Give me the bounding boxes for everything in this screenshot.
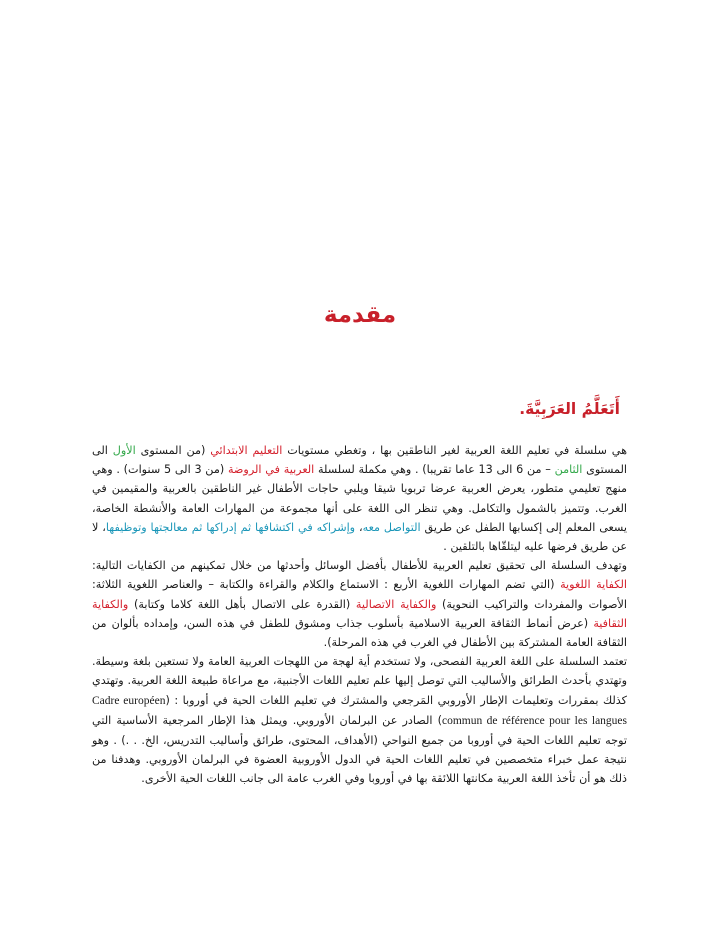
text-run: ، bbox=[355, 520, 363, 534]
text-run: ) الصادر عن البرلمان الأوروبي. ويمثل هذا الإطار المرجعية الأساسية التي توجه تعليم اللغات الحية في أوروبا من جميع النواحي (الأهداف، المحتوى، طرائق وأساليب التدريس، الخ. . .) . وهو نتيجة عمل خبراء متخصصين في تعليم اللغات الحية في الدول الأوروبية العضوة في البرلمان الأوروبي. وهدفنا من ذلك هو أن تأخذ اللغة العربية مكانتها اللائقة بها في أوروبا وفي الغرب عامة الى جانب اللغات الحية الأخرى. bbox=[92, 713, 627, 786]
highlight-communicative-competence: والكفاية الاتصالية bbox=[355, 597, 437, 611]
highlight-linguistic-competence: الكفاية اللغوية bbox=[560, 578, 627, 592]
text-run: الى المستوى bbox=[92, 444, 627, 477]
paragraph-series-description bbox=[92, 441, 627, 556]
text-run: – من 6 الى 13 عاما تقريبا) . وهي مكملة لسلسلة bbox=[314, 463, 555, 477]
series-name-text: أَتَعَلَّمُ العَرَبِيَّةَ bbox=[525, 400, 620, 418]
paragraph-competencies bbox=[92, 556, 627, 652]
text-run: هي سلسلة في تعليم اللغة العربية لغير الناطقين بها ، وتغطي مستويات bbox=[282, 444, 628, 457]
series-name-dot: . bbox=[519, 400, 526, 418]
text-run: (القدرة على الاتصال بأهل اللغة كلاما وكتابة) bbox=[128, 597, 356, 611]
paragraph-methodology bbox=[92, 652, 627, 788]
text-run: ، لا عن طريق فرضها عليه ليتلقّاها بالتلقين . bbox=[92, 520, 627, 554]
page-title: مقدمة bbox=[323, 302, 397, 328]
cefr-french-title: Cadre européen commun de référence pour les langues bbox=[92, 694, 627, 727]
text-run: (التي تضم المهارات اللغوية الأربع : الاستماع والكلام والقراءة والكتابة – والعناصر اللغوية الثلاثة: الأصوات والمفردات والتراكيب النحوية) bbox=[92, 578, 628, 611]
highlight-primary-education: التعليم الابتدائي bbox=[210, 444, 283, 457]
highlight-cultural-competence: والكفاية الثقافية bbox=[92, 597, 627, 630]
highlight-discovery: وإشراكه في اكتشافها ثم إدراكها ثم معالجتها وتوظيفها bbox=[105, 520, 356, 534]
series-name bbox=[519, 400, 620, 418]
highlight-eighth-level: الثامن bbox=[554, 463, 583, 477]
text-run: تعتمد السلسلة على اللغة العربية الفصحى، ولا تستخدم أية لهجة من اللهجات العربية العامة ولا تستعين بلغة وسيطة. وتهتدي بأحدث الطرائق والأساليب التي توصل إليها علم تعليم اللغات الأجنبية، مع مراعاة طبيعة اللغة العربية. وتهتدي كذلك بمقررات وتعليمات الإطار الأوروبي المَرجعي والمشترك في تعليم اللغات الحية في أوروبا : ( bbox=[92, 655, 627, 707]
highlight-communication: التواصل معه bbox=[362, 520, 421, 534]
highlight-kindergarten-series: العربية في الروضة bbox=[227, 463, 315, 477]
text-run: وتهدف السلسلة الى تحقيق تعليم العربية للأطفال بأفضل الوسائل وأحدثها من خلال تمكينهم من الكفايات التالية: bbox=[92, 559, 627, 573]
highlight-first-level: الأول bbox=[112, 444, 136, 457]
introduction-body bbox=[92, 441, 627, 789]
text-run: (عرض أنماط الثقافة العربية الاسلامية بأسلوب جذاب ومشوق للطفل في هذه السن، وإمداده بألوان من الثقافة العامة المشتركة بين الأطفال في الغرب في هذه المرحلة). bbox=[92, 616, 627, 650]
text-run: (من المستوى bbox=[135, 444, 211, 457]
text-run: (من 3 الى 5 سنوات) . وهي منهج تعليمي متطور، يعرض العربية عرضا تربويا شيقا ويلبي حاجات الأطفال غير الناطقين بالعربية والمقيمين في الغرب. وتتميز بالشمول والتكامل. وهي تنظر الى اللغة على أنها مجموعة من المهارات العامة والأنشطة الخاصة، يسعى المعلم إلى إكسابها الطفل عن طريق bbox=[92, 463, 628, 534]
